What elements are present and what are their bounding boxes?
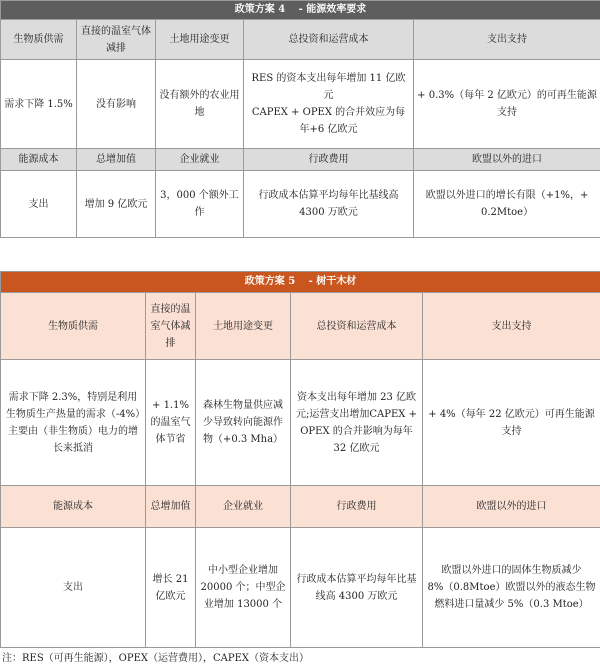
cell-support: + 4%（每年 22 亿欧元）可再生能源支持	[423, 360, 600, 486]
cell-invest	[244, 60, 414, 149]
header-imports: 欧盟以外的进口	[414, 149, 600, 171]
policy-table-5	[0, 271, 600, 648]
header-energy-cost: 能源成本	[1, 149, 77, 171]
header-employment: 企业就业	[156, 149, 244, 171]
header-gva: 总增加值	[146, 486, 196, 528]
cell-supply: 需求下降 2.3%，特别是利用生物质生产热量的需求（-4%）主要由（非生物质）电力的增长来抵消	[1, 360, 146, 486]
header-land-use: 土地用途变更	[196, 293, 291, 360]
cell-energy: 支出	[1, 171, 77, 238]
invest-line-1: RES 的资本支出每年增加 11 亿欧元	[251, 73, 406, 101]
cell-ghg: 没有影响	[77, 60, 156, 149]
cell-support: + 0.3%（每年 2 亿欧元）的可再生能源支持	[414, 60, 600, 149]
header-biomass-supply: 生物质供需	[1, 293, 146, 360]
cell-imports: 欧盟以外进口的增长有限（+1%，+ 0.2Mtoe）	[414, 171, 600, 238]
cell-admin: 行政成本估算平均每年比基线高 4300 万欧元	[291, 528, 423, 648]
header-employment: 企业就业	[196, 486, 291, 528]
cell-admin: 行政成本估算平均每年比基线高 4300 万欧元	[244, 171, 414, 238]
header-investment: 总投资和运营成本	[244, 20, 414, 60]
policy-table-4	[0, 0, 600, 238]
cell-supply: 需求下降 1.5%	[1, 60, 77, 149]
cell-employment: 中小型企业增加 20000 个；中型企业增加 13000 个	[196, 528, 291, 648]
cell-land: 森林生物量供应减少导致转向能源作物（+0.3 Mha）	[196, 360, 291, 486]
cell-gva: 增长 21 亿欧元	[146, 528, 196, 648]
cell-imports: 欧盟以外进口的固体生物质减少 8%（0.8Mtoe）欧盟以外的液态生物燃料进口量减少 5%（0.3 Mtoe）	[423, 528, 600, 648]
cell-land: 没有额外的农业用地	[156, 60, 244, 149]
header-land-use: 土地用途变更	[156, 20, 244, 60]
cell-energy: 支出	[1, 528, 146, 648]
header-support: 支出支持	[423, 293, 600, 360]
invest-line-2: CAPEX + OPEX 的合并效应为每年+6 亿欧元	[251, 107, 406, 135]
header-support: 支出支持	[414, 20, 600, 60]
cell-gva: 增加 9 亿欧元	[77, 171, 156, 238]
header-investment: 总投资和运营成本	[291, 293, 423, 360]
header-admin-cost: 行政费用	[244, 149, 414, 171]
cell-invest: 资本支出每年增加 23 亿欧元;运营支出增加CAPEX + OPEX 的合并影响为每年 32 亿欧元	[291, 360, 423, 486]
cell-ghg: + 1.1% 的温室气体节省	[146, 360, 196, 486]
table-title: 政策方案 5 - 树干木材	[1, 272, 600, 293]
cell-employment: 3，000 个额外工作	[156, 171, 244, 238]
header-energy-cost: 能源成本	[1, 486, 146, 528]
header-admin-cost: 行政费用	[291, 486, 423, 528]
header-biomass-supply: 生物质供需	[1, 20, 77, 60]
header-ghg-reduction: 直接的温室气体减排	[77, 20, 156, 60]
header-gva: 总增加值	[77, 149, 156, 171]
table-title: 政策方案 4 - 能源效率要求	[1, 1, 600, 20]
footnote: 注：RES（可再生能源），OPEX（运营费用），CAPEX（资本支出）	[2, 653, 310, 664]
header-imports: 欧盟以外的进口	[423, 486, 600, 528]
header-ghg-reduction: 直接的温室气体减排	[146, 293, 196, 360]
